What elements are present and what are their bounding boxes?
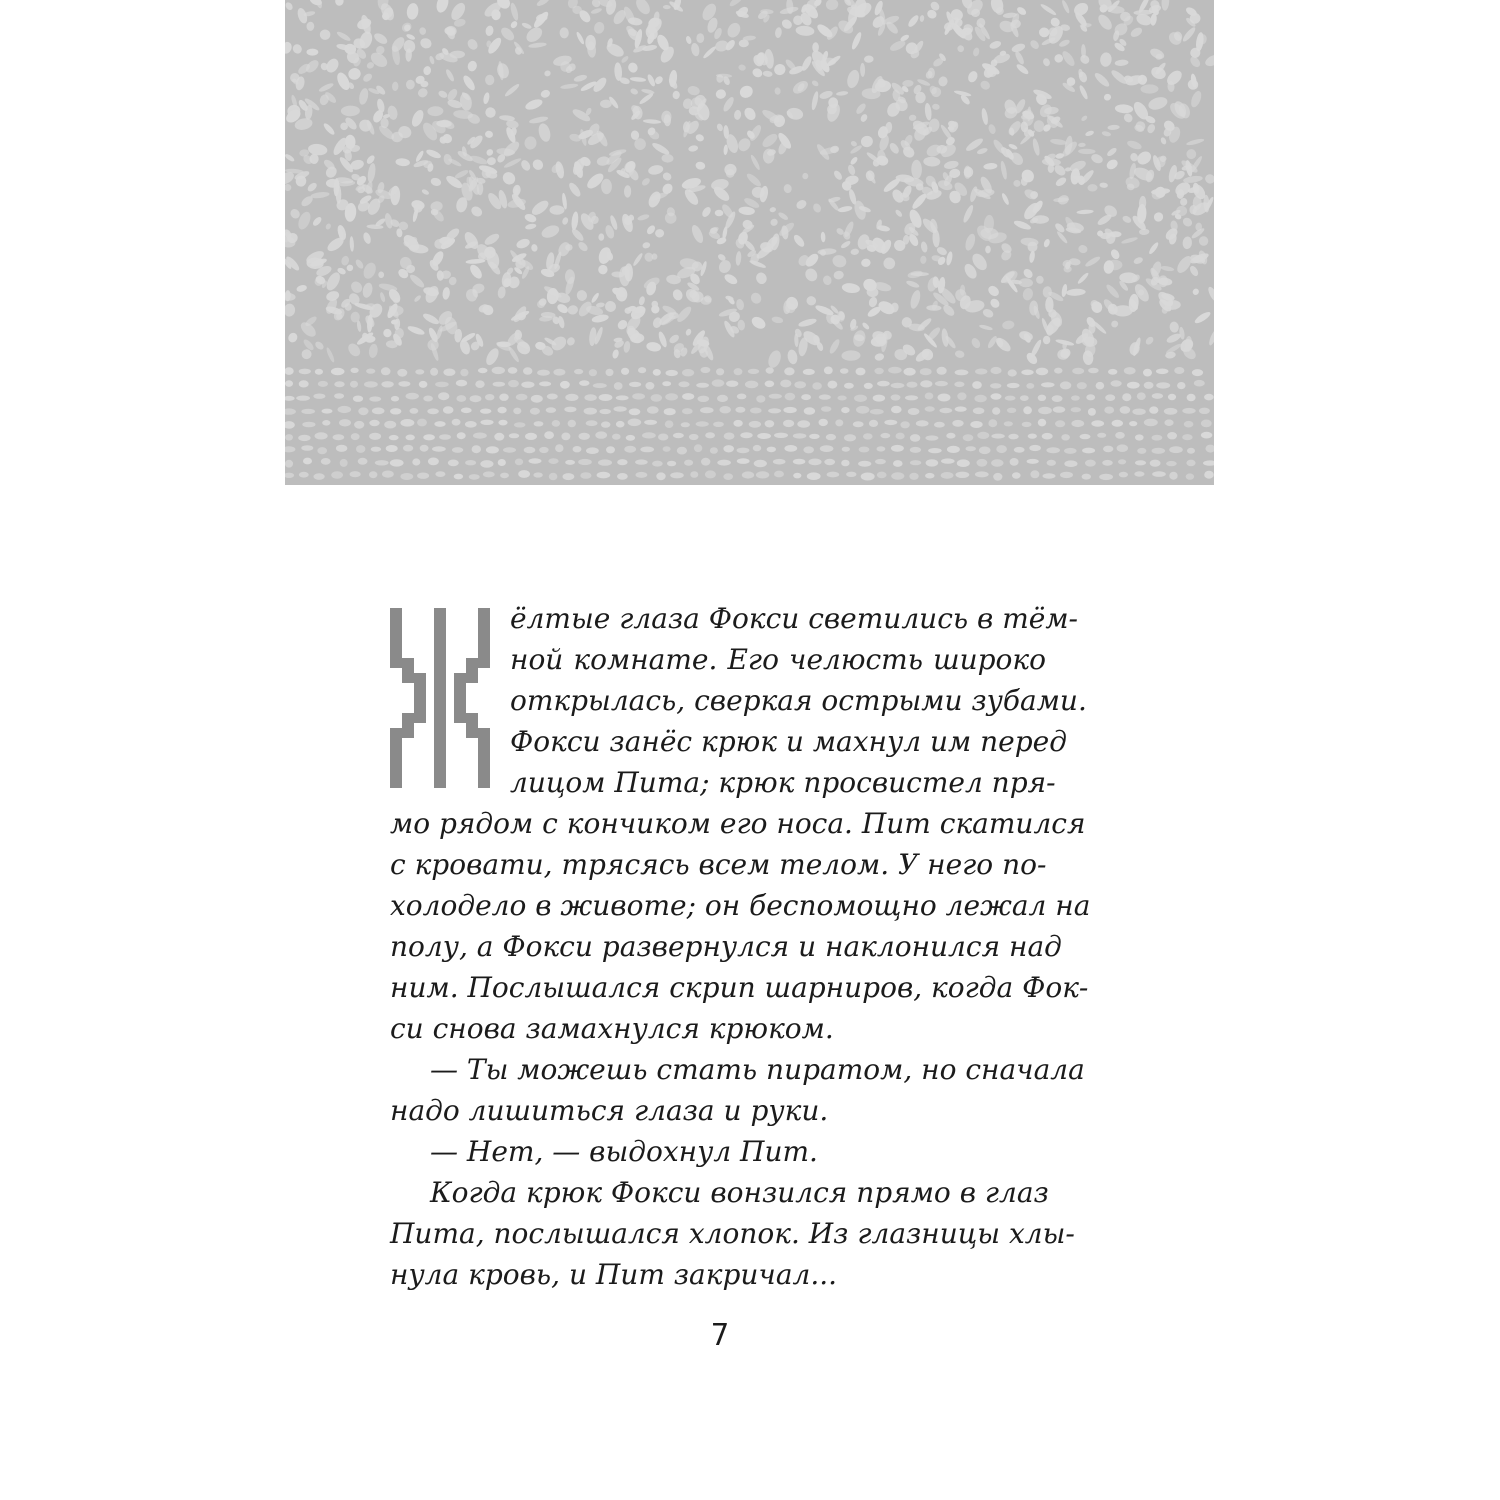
text-line: с кровати, трясясь всем телом. У него по- — [390, 848, 1047, 881]
text-line: надо лишиться глаза и руки. — [390, 1094, 829, 1127]
text-line: ёлтые глаза Фокси светились в тём- — [510, 602, 1079, 635]
chapter-header-texture — [285, 0, 1214, 485]
text-line: мо рядом с кончиком его носа. Пит скатился — [390, 807, 1086, 840]
text-line: лицом Пита; крюк просвистел пря- — [510, 766, 1056, 799]
texture-spots — [285, 0, 1214, 481]
dialogue-line: — Ты можешь стать пиратом, но сначала — [430, 1053, 1085, 1086]
drop-cap-zhe — [390, 608, 490, 788]
text-line: нула кровь, и Пит закричал... — [390, 1258, 838, 1291]
text-line: Фокси занёс крюк и махнул им перед — [510, 725, 1067, 758]
header-texture-pattern — [285, 0, 1214, 485]
text-line: Пита, послышался хлопок. Из глазницы хлы- — [390, 1217, 1075, 1250]
text-line: полу, а Фокси развернулся и наклонился над — [390, 930, 1062, 963]
page-number: 7 — [710, 1318, 730, 1353]
dialogue-line: — Нет, — выдохнул Пит. — [430, 1135, 818, 1168]
text-line: холодело в животе; он беспомощно лежал на — [390, 889, 1091, 922]
text-line: ной комнате. Его челюсть широко — [510, 643, 1046, 676]
text-line: си снова замахнулся крюком. — [390, 1012, 834, 1045]
paragraph-first-line: Когда крюк Фокси вонзился прямо в глаз — [430, 1176, 1049, 1209]
text-line: открылась, сверкая острыми зубами. — [510, 684, 1087, 717]
text-line: ним. Послышался скрип шарниров, когда Фок- — [390, 971, 1089, 1004]
